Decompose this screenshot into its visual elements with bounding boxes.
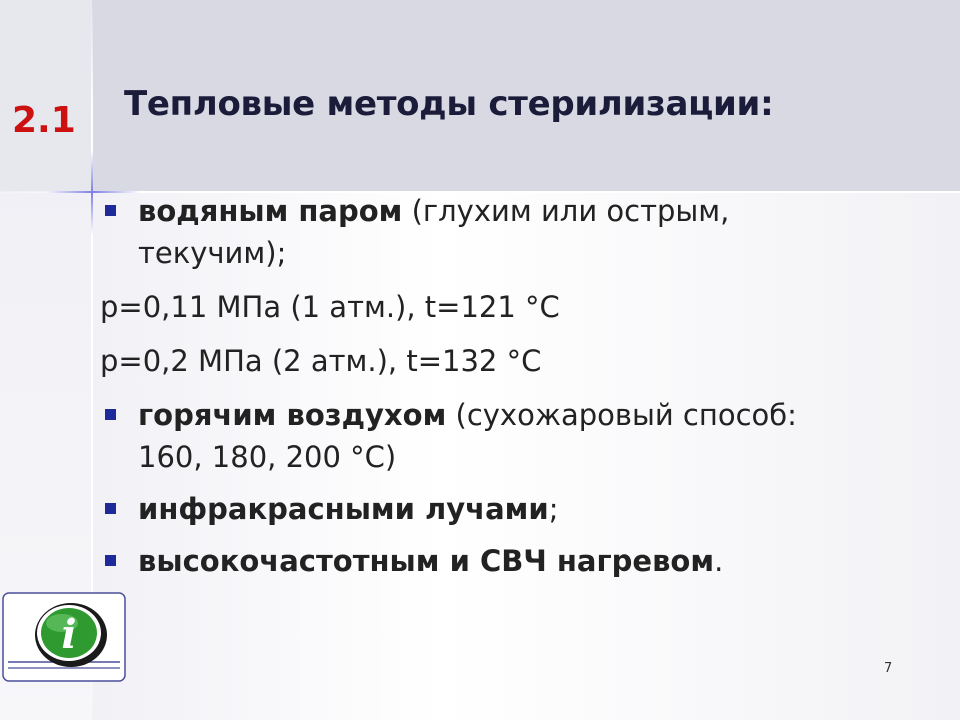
- item-text-line2: 160, 180, 200 °С): [138, 440, 397, 474]
- list-item-hot-air: [100, 394, 920, 478]
- bullet-icon: [105, 205, 116, 216]
- bullet-icon: [105, 503, 116, 514]
- slide-content: [100, 190, 920, 582]
- pressure-text: р=0,2 МПа (2 атм.), t=132 °С: [100, 344, 542, 378]
- info-icon[interactable]: [2, 592, 126, 682]
- list-item-microwave: [100, 540, 920, 582]
- section-number: 2.1: [12, 100, 76, 141]
- page-number: 7: [884, 661, 893, 676]
- list-line-pressure-1: [100, 286, 920, 328]
- header-band-left: [0, 0, 92, 192]
- list-item-steam: [100, 190, 920, 274]
- info-letter: i: [61, 611, 77, 658]
- pressure-text: р=0,11 МПа (1 атм.), t=121 °С: [100, 290, 560, 324]
- list-item-infrared: [100, 488, 920, 530]
- item-text-line2: текучим);: [138, 236, 287, 270]
- item-bold: высокочастотным и СВЧ нагревом: [138, 544, 715, 578]
- list-line-pressure-2: [100, 340, 920, 382]
- item-text: ;: [548, 492, 559, 526]
- bullet-icon: [105, 409, 116, 420]
- item-text: (сухожаровый способ:: [446, 398, 797, 432]
- bullet-icon: [105, 555, 116, 566]
- slide-title: Тепловые методы стерилизации:: [124, 84, 774, 124]
- item-text: (глухим или острым,: [402, 194, 730, 228]
- item-bold: водяным паром: [138, 194, 403, 228]
- item-text: .: [714, 544, 724, 578]
- item-bold: горячим воздухом: [138, 398, 447, 432]
- item-bold: инфракрасными лучами: [138, 492, 549, 526]
